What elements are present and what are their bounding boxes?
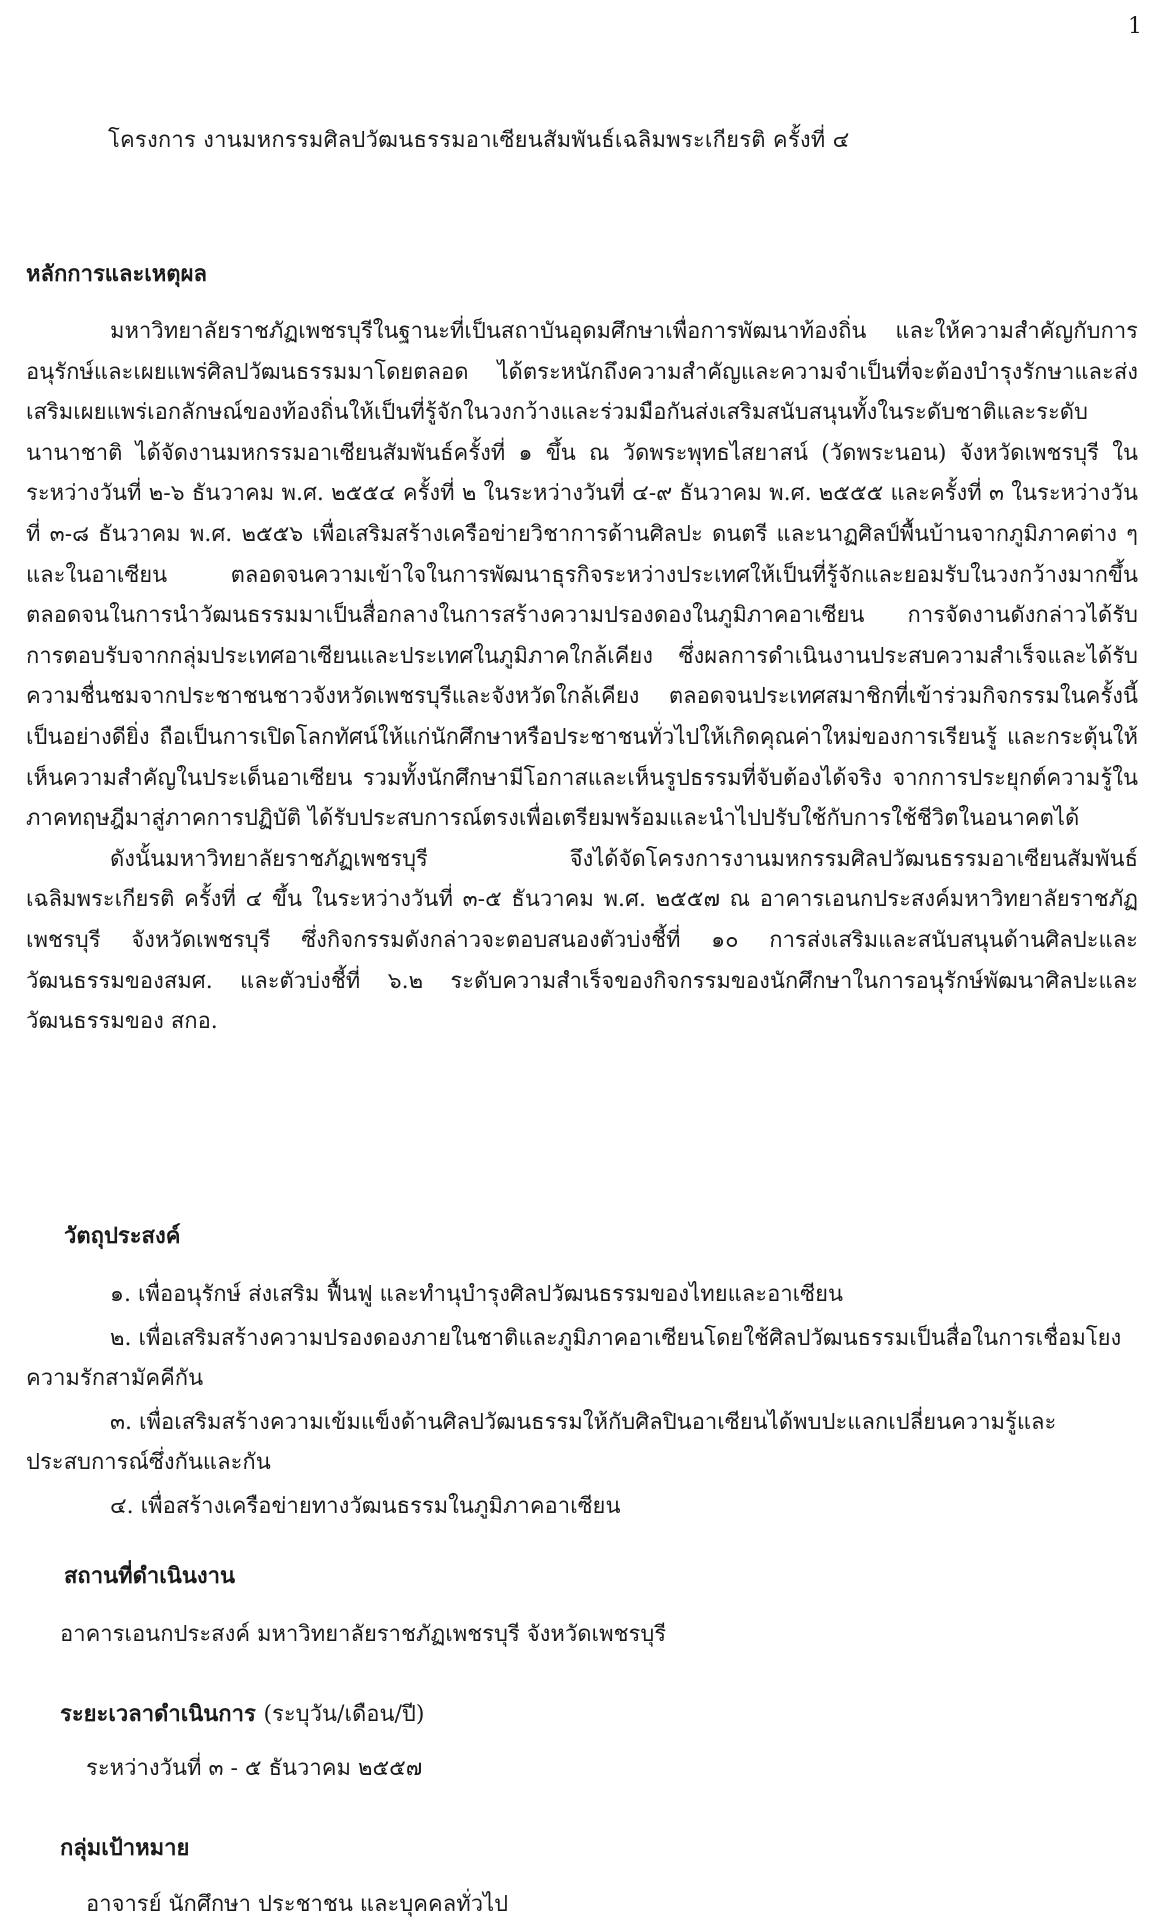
duration-heading-label: ระยะเวลาดำเนินการ (60, 1701, 256, 1727)
location-heading: สถานที่ดำเนินงาน (64, 1563, 236, 1589)
rationale-paragraph-2: ดังนั้นมหาวิทยาลัยราชภัฏเพชรบุรี จึงได้จัดโครงการงานมหกรรมศิลปวัฒนธรรมอาเซียนสัมพันธ์เฉลิมพระเกียรติ ครั้งที่ ๔ ขึ้น ในระหว่างวันที่ ๓-๕ ธันวาคม พ.ศ. ๒๕๕๗ ณ อาคารเอนกประสงค์มหาวิทยาลัยราชภัฏเพชรบุรี จังหวัดเพชรบุรี ซึ่งกิจกรรมดังกล่าวจะตอบสนองตัวบ่งชี้ที่ ๑๐ การส่งเสริมและสนับสนุนด้านศิลปะและวัฒนธรรมของสมศ. และตัวบ่งชี้ที่ ๖.๒ ระดับความสำเร็จของกิจกรรมของนักศึกษาในการอนุรักษ์พัฒนาศิลปะและวัฒนธรรมของ สกอ. (26, 846, 1138, 1035)
objective-item: ๑. เพื่ออนุรักษ์ ส่งเสริม ฟื้นฟู และทำนุบำรุงศิลปวัฒนธรรมของไทยและอาเซียน (110, 1282, 844, 1307)
duration-text: ระหว่างวันที่ ๓ - ๕ ธันวาคม ๒๕๕๗ (86, 1756, 423, 1781)
location-text: อาคารเอนกประสงค์ มหาวิทยาลัยราชภัฏเพชรบุรี จังหวัดเพชรบุรี (60, 1622, 667, 1647)
objective-item: ๓. เพื่อเสริมสร้างความเข้มแข็งด้านศิลปวัฒนธรรมให้กับศิลปินอาเซียนได้พบปะแลกเปลี่ยนความรู้และประสบการณ์ซึ่งกันและกัน (26, 1410, 1057, 1475)
duration-heading (60, 1696, 424, 1731)
page-number: 1 (1128, 14, 1142, 39)
objectives-list (26, 1275, 1138, 1531)
objectives-heading: วัตถุประสงค์ (64, 1223, 181, 1249)
target-group-text: อาจารย์ นักศึกษา ประชาชน และบุคคลทั่วไป (86, 1892, 509, 1917)
objective-item: ๔. เพื่อสร้างเครือข่ายทางวัฒนธรรมในภูมิภาคอาเซียน (110, 1494, 621, 1519)
duration-heading-note: (ระบุวัน/เดือน/ปี) (263, 1702, 425, 1727)
rationale-heading: หลักการและเหตุผล (26, 261, 207, 287)
objective-item: ๒. เพื่อเสริมสร้างความปรองดองภายในชาติและภูมิภาคอาเซียนโดยใช้ศิลปวัฒนธรรมเป็นสื่อในการเชื่อมโยงความรักสามัคคีกัน (26, 1326, 1122, 1391)
target-group-heading: กลุ่มเป้าหมาย (60, 1835, 190, 1861)
rationale-body (26, 312, 1138, 1043)
project-title: โครงการ งานมหกรรมศิลปวัฒนธรรมอาเซียนสัมพันธ์เฉลิมพระเกียรติ ครั้งที่ ๔ (108, 128, 850, 153)
rationale-paragraph-1: มหาวิทยาลัยราชภัฏเพชรบุรีในฐานะที่เป็นสถาบันอุดมศึกษาเพื่อการพัฒนาท้องถิ่น และให้ความสำคัญกับการอนุรักษ์และเผยแพร่ศิลปวัฒนธรรมมาโดยตลอด ได้ตระหนักถึงความสำคัญและความจำเป็นที่จะต้องบำรุงรักษาและส่งเสริมเผยแพร่เอกลักษณ์ของท้องถิ่นให้เป็นที่รู้จักในวงกว้างและร่วมมือกันส่งเสริมสนับสนุนทั้งในระดับชาติและระดับนานาชาติ ได้จัดงานมหกรรมอาเซียนสัมพันธ์ครั้งที่ ๑ ขึ้น ณ วัดพระพุทธไสยาสน์ (วัดพระนอน) จังหวัดเพชรบุรี ในระหว่างวันที่ ๒-๖ ธันวาคม พ.ศ. ๒๕๕๔ ครั้งที่ ๒ ในระหว่างวันที่ ๔-๙ ธันวาคม พ.ศ. ๒๕๕๕ และครั้งที่ ๓ ในระหว่างวันที่ ๓-๘ ธันวาคม พ.ศ. ๒๕๕๖ เพื่อเสริมสร้างเครือข่ายวิชาการด้านศิลปะ ดนตรี และนาฏศิลป์พื้นบ้านจากภูมิภาคต่าง ๆ และในอาเซียน ตลอดจนความเข้าใจในการพัฒนาธุรกิจระหว่างประเทศให้เป็นที่รู้จักและยอมรับในวงกว้างมากขึ้น ตลอดจนในการนำวัฒนธรรมมาเป็นสื่อกลางในการสร้างความปรองดองในภูมิภาคอาเซียน การจัดงานดังกล่าวได้รับการตอบรับจากกลุ่มประเทศอาเซียนและประเทศในภูมิภาคใกล้เคียง ซึ่งผลการดำเนินงานประสบความสำเร็จและได้รับความชื่นชมจากประชาชนชาวจังหวัดเพชรบุรีและจังหวัดใกล้เคียง ตลอดจนประเทศสมาชิกที่เข้าร่วมกิจกรรมในครั้งนี้เป็นอย่างดียิ่ง ถือเป็นการเปิดโลกทัศน์ให้แก่นักศึกษาหรือประชาชนทั่วไปให้เกิดคุณค่าใหม่ของการเรียนรู้ และกระตุ้นให้เห็นความสำคัญในประเด็นอาเซียน รวมทั้งนักศึกษามีโอกาสและเห็นรูปธรรมที่จับต้องได้จริง จากการประยุกต์ความรู้ในภาคทฤษฎีมาสู่ภาคการปฏิบัติ ได้รับประสบการณ์ตรงเพื่อเตรียมพร้อมและนำไปปรับใช้กับการใช้ชีวิตในอนาคตได้ (26, 319, 1138, 832)
